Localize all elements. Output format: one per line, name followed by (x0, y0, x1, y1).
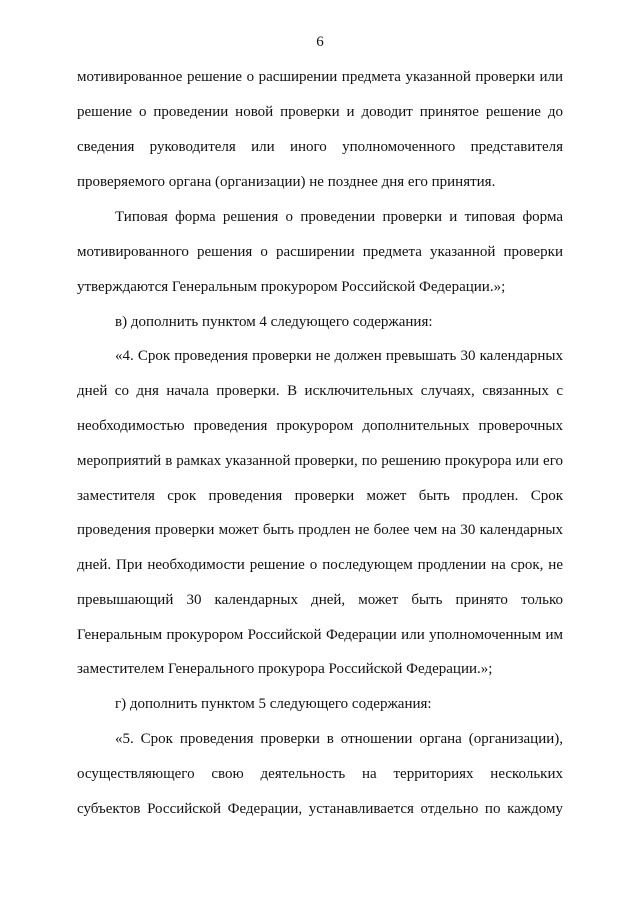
text-line: решение о проведении новой проверки и доводит принятое решение до (77, 104, 563, 120)
text-line: Генеральным прокурором Российской Федерации или уполномоченным им (77, 627, 563, 643)
text-line: мотивированного решения о расширении предмета указанной проверки (77, 244, 563, 260)
text-line: субъектов Российской Федерации, устанавливается отдельно по каждому (77, 801, 563, 817)
text-line: Типовая форма решения о проведении проверки и типовая форма (115, 209, 563, 225)
text-line: превышающий 30 календарных дней, может быть принято только (77, 592, 563, 608)
text-line: г) дополнить пунктом 5 следующего содержания: (115, 696, 432, 712)
text-line: проведения проверки может быть продлен не более чем на 30 календарных (77, 522, 563, 538)
page-number: 6 (316, 34, 324, 50)
text-line: осуществляющего свою деятельность на территориях нескольких (77, 766, 563, 782)
text-line: необходимостью проведения прокурором дополнительных проверочных (77, 418, 563, 434)
text-line: проверяемого органа (организации) не позднее дня его принятия. (77, 174, 496, 190)
text-line: дней. При необходимости решение о последующем продлении на срок, не (77, 557, 563, 573)
text-line: «4. Срок проведения проверки не должен превышать 30 календарных (115, 348, 563, 364)
text-line: мотивированное решение о расширении предмета указанной проверки или (77, 69, 563, 85)
text-line: утверждаются Генеральным прокурором Российской Федерации.»; (77, 279, 506, 295)
text-line: заместителя срок проведения проверки может быть продлен. Срок (77, 488, 563, 504)
text-line: дней со дня начала проверки. В исключительных случаях, связанных с (77, 383, 563, 399)
text-line: «5. Срок проведения проверки в отношении органа (организации), (115, 731, 563, 747)
text-line: заместителем Генерального прокурора Российской Федерации.»; (77, 661, 493, 677)
text-line: мероприятий в рамках указанной проверки, по решению прокурора или его (77, 453, 563, 469)
text-line: сведения руководителя или иного уполномоченного представителя (77, 139, 563, 155)
text-line: в) дополнить пунктом 4 следующего содержания: (115, 314, 433, 330)
